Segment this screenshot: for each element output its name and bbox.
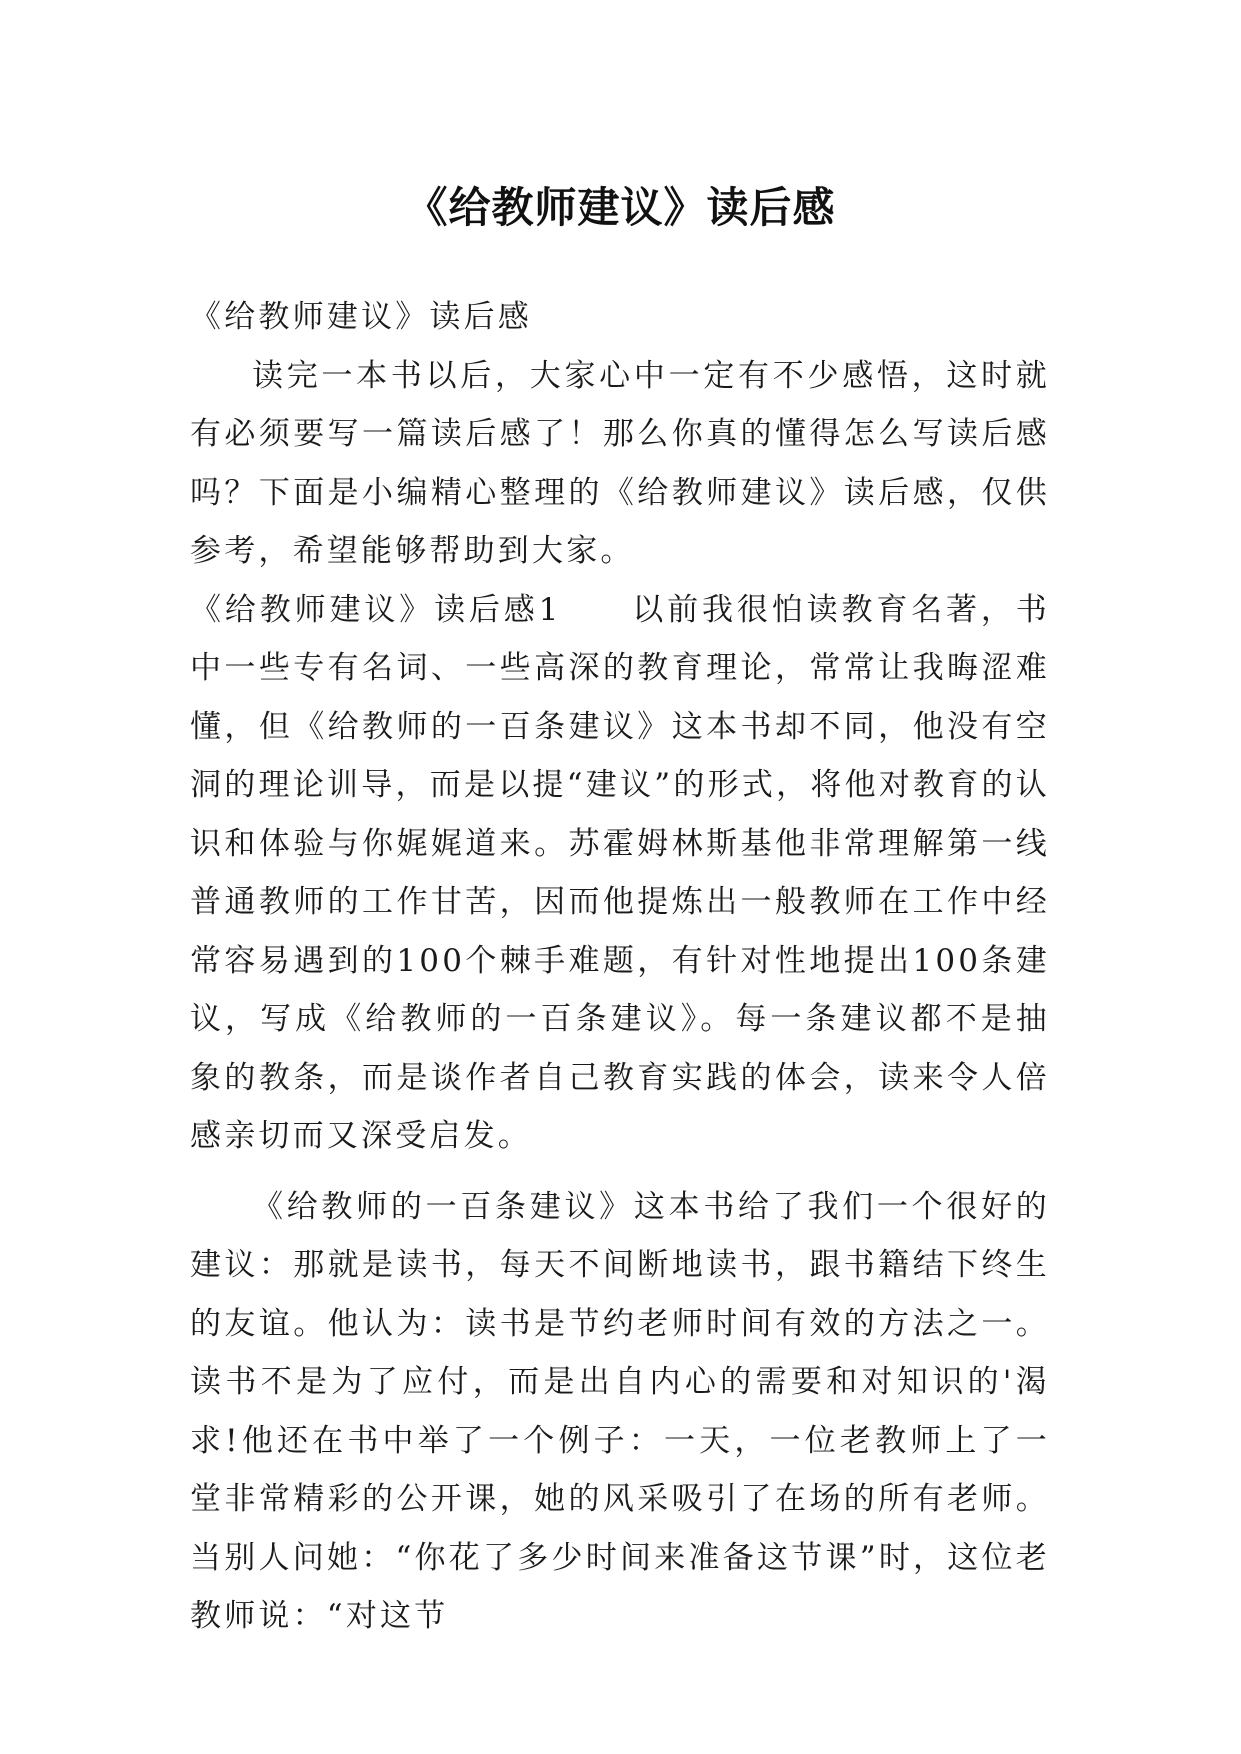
intro-paragraph: 读完一本书以后，大家心中一定有不少感悟，这时就有必须要写一篇读后感了！那么你真的懂得怎么写读后感吗？下面是小编精心整理的《给教师建议》读后感，仅供参考，希望能够帮助到大家。 [190,357,1050,569]
section-1-paragraph [190,581,1050,1166]
document-body [190,288,1050,1646]
subtitle-line: 《给教师建议》读后感 [190,299,532,335]
section-1-text: 以前我很怕读教育名著，书中一些专有名词、一些高深的教育理论，常常让我晦涩难懂，但《给教师的一百条建议》这本书却不同，他没有空洞的理论训导，而是以提“建议”的形式，将他对教育的认识和体验与你娓娓道来。苏霍姆林斯基他非常理解第一线普通教师的工作甘苦，因而他提炼出一般教师在工作中经常容易遇到的100个棘手难题，有针对性地提出100条建议，写成《给教师的一百条建议》。每一条建议都不是抽象的教条，而是谈作者自己教育实践的体会，读来令人倍感亲切而又深受启发。 [190,591,1050,1154]
section-1-heading: 《给教师建议》读后感1 [190,591,562,628]
document-title: 《给教师建议》读后感 [405,183,836,233]
section-1-paragraph-2: 《给教师的一百条建议》这本书给了我们一个很好的建议：那就是读书，每天不间断地读书，跟书籍结下终生的友谊。他认为：读书是节约老师时间有效的方法之一。读书不是为了应付，而是出自内心的需要和对知识的'渴求!他还在书中举了一个例子：一天，一位老教师上了一堂非常精彩的公开课，她的风采吸引了在场的所有老师。当别人问她：“你花了多少时间来准备这节课”时，这位老教师说：“对这节 [190,1188,1050,1634]
